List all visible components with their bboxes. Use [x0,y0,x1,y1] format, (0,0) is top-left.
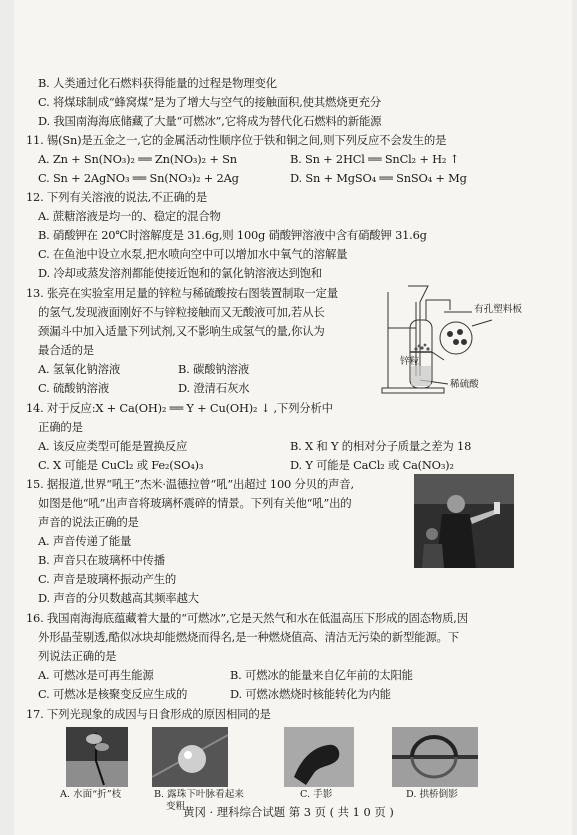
page-footer: 黄冈 · 理科综合试题 第 3 页 ( 共 1 0 页 ) [183,805,394,819]
caption-b-line-2: 变粗 [166,801,186,812]
q15-option-b: B. 声音只在玻璃杯中传播 [38,553,165,567]
q12-option-c: C. 在鱼池中设立水泵,把水喷向空中可以增加水中氧气的溶解量 [38,247,348,261]
q13-option-c: C. 硫酸钠溶液 [38,381,109,395]
q10-option-b: B. 人类通过化石燃料获得能量的过程是物理变化 [38,76,277,90]
q16-option-b: B. 可燃冰的能量来自亿年前的太阳能 [230,668,413,682]
q12-option-b: B. 硝酸钾在 20℃时溶解度是 31.6g,则 100g 硝酸钾溶液中含有硝酸钾 31.6g [38,228,427,242]
q11-option-b: B. Sn + 2HCl ══ SnCl₂ + H₂ ↑ [290,152,459,166]
q11-option-a: A. Zn + Sn(NO₃)₂ ══ Zn(NO₃)₂ + Sn [38,152,237,166]
q14-line-2: 正确的是 [38,420,83,434]
q14-option-a: A. 该反应类型可能是置换反应 [38,439,188,453]
label-zinc: 锌粒 [400,356,420,367]
caption-a: A. 水面“折”枝 [60,789,122,800]
q16-line-1: 16. 我国南海海底蕴藏着大量的“可燃冰”,它是天然气和水在低温高压下形成的固态物质,因 [26,611,468,625]
q16-option-a: A. 可燃冰是可再生能源 [38,668,154,682]
caption-d: D. 拱桥倒影 [406,789,458,800]
q14-option-d: D. Y 可能是 CaCl₂ 或 Ca(NO₃)₂ [290,458,454,472]
hydrogen-apparatus-figure [380,280,530,396]
photo-dewdrop-on-leaf [152,727,228,787]
q16-option-c: C. 可燃冰是核聚变反应生成的 [38,687,188,701]
caption-b-line-1: B. 露珠下叶脉看起来 [154,789,244,800]
shouting-man-photo [414,474,514,568]
photo-hand-shadow [284,727,354,787]
q16-line-2: 外形晶莹剔透,酷似冰块却能燃烧而得名,是一种燃烧值高、清洁无污染的新型能源。下 [38,630,459,644]
q13-line-2: 的氢气,发现液面刚好不与锌粒接触而又无酸液可加,若从长 [38,305,325,319]
q15-option-d: D. 声音的分贝数越高其频率越大 [38,591,199,605]
q10-option-d: D. 我国南海海底储藏了大量“可燃冰”,它将成为替代化石燃料的新能源 [38,114,382,128]
q14-option-c: C. X 可能是 CuCl₂ 或 Fe₂(SO₄)₃ [38,458,204,472]
q11-option-d: D. Sn + MgSO₄ ══ SnSO₄ + Mg [290,171,467,185]
q14-line-1: 14. 对于反应:X + Ca(OH)₂ ══ Y + Cu(OH)₂ ↓ ,下列分析中 [26,401,333,415]
label-dilute-sulfuric-acid: 稀硫酸 [450,379,479,390]
q13-option-d: D. 澄清石灰水 [178,381,250,395]
q15-option-a: A. 声音传递了能量 [38,534,132,548]
label-porous-board: 有孔塑料板 [474,304,522,315]
q15-line-3: 声音的说法正确的是 [38,515,139,529]
q13-option-a: A. 氢氧化钠溶液 [38,362,121,376]
q15-option-c: C. 声音是玻璃杯振动产生的 [38,572,177,586]
q13-option-b: B. 碳酸钠溶液 [178,362,249,376]
q11-stem: 11. 锡(Sn)是五金之一,它的金属活动性顺序位于铁和铜之间,则下列反应不会发生的是 [26,133,447,147]
q15-line-2: 如图是他“吼”出声音将玻璃杯震碎的情景。下列有关他“吼”出的 [38,496,352,510]
q16-option-d: D. 可燃冰燃烧时核能转化为内能 [230,687,391,701]
q12-option-d: D. 冷却或蒸发溶剂都能使接近饱和的氯化钠溶液达到饱和 [38,266,322,280]
caption-c: C. 手影 [300,789,333,800]
q13-line-3: 颈漏斗中加入适量下列试剂,又不影响生成氢气的量,你认为 [38,324,325,338]
q12-stem: 12. 下列有关溶液的说法,不正确的是 [26,190,208,204]
q17-stem: 17. 下列光现象的成因与日食形成的原因相同的是 [26,707,271,721]
q13-line-1: 13. 张亮在实验室用足量的锌粒与稀硫酸按右图装置制取一定量 [26,286,338,300]
q15-line-1: 15. 据报道,世界“吼王”杰米·温德拉曾“吼”出超过 100 分贝的声音, [26,477,354,491]
q13-line-4: 最合适的是 [38,343,94,357]
q11-option-c: C. Sn + 2AgNO₃ ══ Sn(NO₃)₂ + 2Ag [38,171,239,185]
q16-line-3: 列说法正确的是 [38,649,117,663]
photo-bent-branch-in-water [66,727,128,787]
q10-option-c: C. 将煤球制成“蜂窝煤”是为了增大与空气的接触面积,使其燃烧更充分 [38,95,381,109]
q14-option-b: B. X 和 Y 的相对分子质量之差为 18 [290,439,472,453]
photo-arch-bridge-reflection [392,727,478,787]
q12-option-a: A. 蔗糖溶液是均一的、稳定的混合物 [38,209,221,223]
